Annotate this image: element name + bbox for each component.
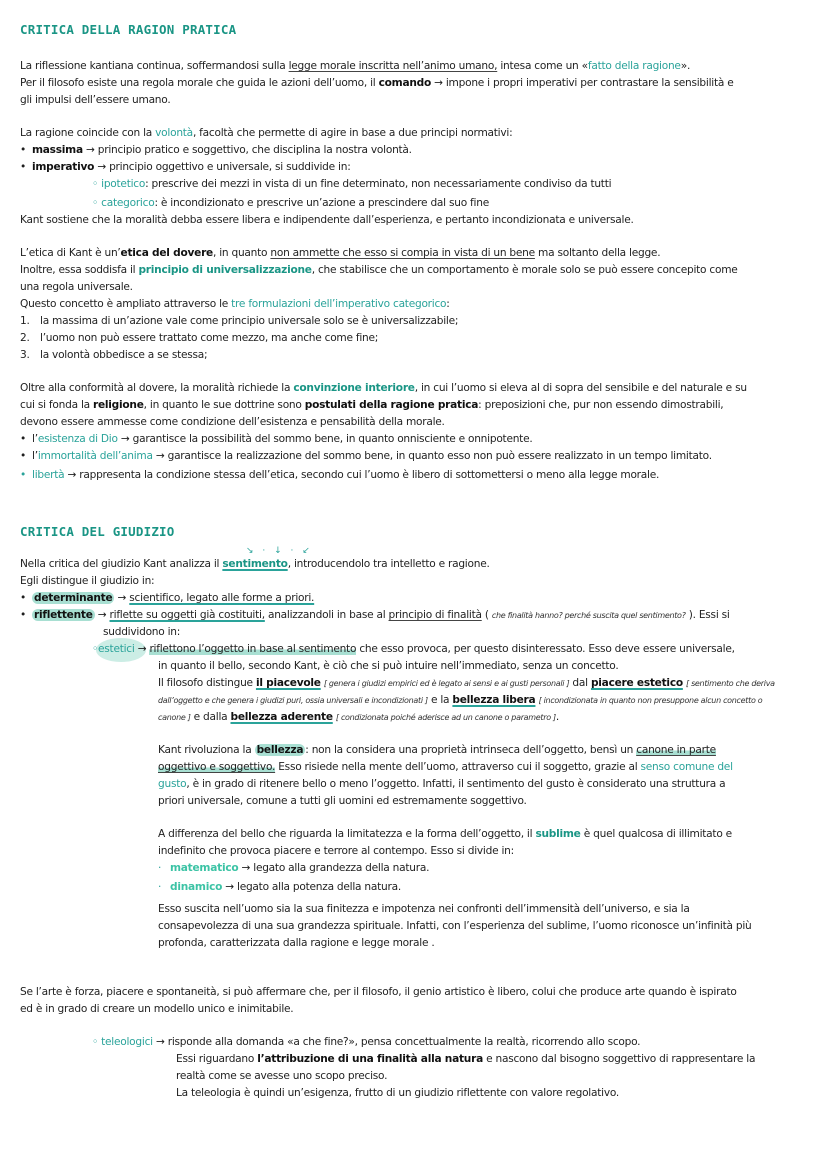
text: la volontà obbedisce a se stessa; (40, 349, 208, 361)
underlined-text: principio di finalità (388, 609, 482, 621)
highlight-term: esistenza di Dio (37, 433, 118, 445)
teleologici-line-1 (92, 1034, 640, 1051)
text: : prescrive dei mezzi in vista di un fine determinato, non necessariamente condiviso da tutti (145, 178, 612, 190)
estetici-line-5 (158, 709, 559, 726)
circle-bullet-icon: ◦ (92, 178, 102, 190)
text: , che stabilisce che un comportamento è morale solo se può essere concepito come (311, 264, 738, 276)
reason-line (20, 125, 512, 142)
text: : non la considera una proprietà intrinseca dell’oggetto, bensì un (305, 744, 637, 756)
text: è quel qualcosa di illimitato e (580, 828, 732, 840)
bold-term: etica del dovere (120, 247, 213, 259)
text: → impone i propri imperativi per contrastare la sensibilità e (431, 77, 734, 89)
bullet-icon: • (20, 609, 26, 621)
side-note: dall’oggetto e che genera i giudizi puri, ossia universali e incondizionati ] (158, 696, 428, 705)
bold-term: bellezza aderente (230, 711, 333, 723)
list-number: 1. (20, 315, 30, 327)
arrow: → (94, 609, 110, 621)
section-title-ragion-pratica: CRITICA DELLA RAGION PRATICA (20, 22, 237, 37)
text: l’ (32, 450, 38, 462)
bold-term: postulati della ragione pratica (304, 399, 479, 411)
text: → rappresenta la condizione stessa dell’etica, secondo cui l’uomo è libero di sottomettersi o meno alla legge morale. (64, 469, 660, 481)
beauty-line-4: priori universale, comune a tutti gli uomini ed estremamente soggettivo. (158, 795, 527, 807)
list-number: 2. (20, 332, 30, 344)
highlight-term: sublime (535, 828, 581, 840)
sublime-line-3: Esso suscita nell’uomo sia la sua finitezza e impotenza nei confronti dell’immensità dell’universo, e sia la (158, 903, 690, 915)
conviction-line-2 (20, 397, 723, 414)
text: Kant rivoluziona la (158, 744, 255, 756)
side-note: [ incondizionata in quanto non presuppone alcun concetto o (538, 696, 763, 705)
section-title-giudizio: CRITICA DEL GIUDIZIO (20, 524, 175, 539)
bold-term: religione (93, 399, 144, 411)
subitem-ipotetico (92, 176, 611, 193)
list-number: 3. (20, 349, 30, 361)
arrows-doodle-icon: ↘ · ↓ · ↙ (246, 546, 313, 556)
highlighted-term: riflettente (34, 609, 93, 621)
bullet-icon: • (20, 450, 26, 462)
sublime-type-matematico (158, 860, 429, 877)
teleologici-line-3: realtà come se avesse uno scopo preciso. (176, 1070, 388, 1082)
bold-term: piacere estetico (590, 677, 683, 689)
text: Questo concetto è ampliato attraverso le (20, 298, 232, 310)
conviction-line-1 (20, 380, 747, 397)
text: e nascono dal bisogno soggettivo di rappresentare la (482, 1053, 756, 1065)
text: Per il filosofo esiste una regola morale che guida le azioni dell’uomo, il (20, 77, 379, 89)
text: , in quanto le sue dottrine sono (143, 399, 305, 411)
text: A differenza del bello che riguarda la limitatezza e la forma dell’oggetto, il (158, 828, 536, 840)
text: Nella critica del giudizio Kant analizza il (20, 558, 223, 570)
text: ). Essi si (685, 609, 730, 621)
arrow: → (114, 592, 130, 604)
text: → principio pratico e soggettivo, che disciplina la nostra volontà. (82, 144, 412, 156)
subitem-categorico (92, 195, 489, 212)
text: che esso provoca, per questo disinteressato. Esso deve essere universale, (356, 643, 735, 655)
side-note: [ sentimento che deriva (686, 679, 775, 688)
ethics-line-2 (20, 262, 738, 279)
highlight-term: libertà (32, 469, 65, 481)
text: cui si fonda la (20, 399, 93, 411)
text: la massima di un’azione vale come principio universale solo se è universalizzabile; (40, 315, 459, 327)
teleologici-line-4: La teleologia è quindi un’esigenza, frutto di un giudizio riflettente con valore regolativo. (176, 1087, 620, 1099)
circle-bullet-icon: ◦ (92, 643, 98, 655)
text: risponde alla domanda «a che fine?», pensa concettualmente la realtà, ricorrendo allo scopo. (167, 1036, 641, 1048)
beauty-line-2 (158, 759, 733, 776)
estetici-line-2: in quanto il bello, secondo Kant, è ciò che si può intuire nell’immediato, senza un concetto. (158, 660, 619, 672)
giudizio-intro-1 (20, 556, 490, 573)
highlight-term: volontà (155, 127, 193, 139)
text: La riflessione kantiana continua, soffermandosi sulla (20, 60, 289, 72)
beauty-line-1 (158, 742, 716, 759)
estetici-line-3 (158, 675, 775, 692)
text: → garantisce la possibilità del sommo bene, in quanto onnisciente e onnipotente. (117, 433, 533, 445)
arrow: → (152, 1036, 168, 1048)
underlined-text: scientifico, legato alle forme a priori. (129, 592, 315, 604)
bullet-icon: • (20, 592, 26, 604)
bold-term: comando (378, 77, 431, 89)
sublime-line-1 (158, 826, 732, 843)
bold-term: il piacevole (255, 677, 321, 689)
list-item-imperativo (20, 159, 351, 176)
sublime-type-dinamico (158, 879, 401, 896)
bullet-icon: • (20, 469, 26, 481)
bullet-icon: · (158, 862, 162, 874)
intro-line-1 (20, 58, 690, 75)
sublime-line-2: indefinito che provoca piacere e terrore al contempo. Esso si divide in: (158, 845, 514, 857)
side-note: che finalità hanno? perché suscita quel sentimento? (491, 611, 686, 620)
formulation-2 (20, 330, 378, 347)
bold-term: massima (32, 144, 83, 156)
text: L’etica di Kant è un’ (20, 247, 121, 259)
circle-bullet-icon: ◦ (92, 197, 102, 209)
text: , è in grado di ritenere bello o meno l’oggetto. Infatti, il sentimento del gusto è considerato una struttura a (186, 778, 726, 790)
text: analizzandoli in base al (264, 609, 389, 621)
highlight-term: senso comune del (640, 761, 733, 773)
highlight-term: sentimento (222, 558, 288, 570)
text: → legato alla grandezza della natura. (238, 862, 430, 874)
teleologici-line-2 (176, 1051, 755, 1068)
highlighted-text: oggettivo e soggettivo. (158, 761, 276, 773)
text: → garantisce la realizzazione del sommo bene, in quanto esso non può essere realizzato in un tempo limitato. (152, 450, 712, 462)
text: : preposizioni che, pur non essendo dimostrabili, (478, 399, 724, 411)
highlight-term: teleologici (101, 1036, 153, 1048)
text: → principio oggettivo e universale, si suddivide in: (94, 161, 351, 173)
text: l’uomo non può essere trattato come mezzo, ma anche come fine; (40, 332, 379, 344)
highlighted-text: canone in parte (636, 744, 716, 756)
text: , in cui l’uomo si eleva al di sopra del sensibile e del naturale e su (414, 382, 747, 394)
bullet-icon: • (20, 161, 26, 173)
text: ». (680, 60, 691, 72)
conviction-line-3: devono essere ammesse come condizione dell’esistenza e pensabilità della morale. (20, 416, 445, 428)
side-note: [ condizionata poiché aderisce ad un canone o parametro ] (335, 713, 556, 722)
bold-term: bellezza libera (452, 694, 536, 706)
bullet-icon: • (20, 144, 26, 156)
text: e dalla (190, 711, 231, 723)
side-note: canone ] (158, 713, 191, 722)
text: intesa come un « (497, 60, 588, 72)
text: l’ (32, 433, 38, 445)
intro-line-3: gli impulsi dell’essere umano. (20, 94, 171, 106)
highlight-term: estetici (98, 643, 135, 655)
highlight-term: immortalità dell’anima (37, 450, 153, 462)
sublime-line-4: consapevolezza di una sua grandezza spirituale. Infatti, con l’esperienza del sublime, l’uomo riconosce un’infinità più (158, 920, 752, 932)
bold-term: l’attribuzione di una finalità alla natura (257, 1053, 483, 1065)
text: , introducendolo tra intelletto e ragione. (287, 558, 490, 570)
bold-term: imperativo (32, 161, 95, 173)
text: dal (569, 677, 591, 689)
circle-bullet-icon: ◦ (92, 1036, 102, 1048)
highlight-term: principio di universalizzazione (138, 264, 312, 276)
text: , facoltà che permette di agire in base a due principi normativi: (192, 127, 513, 139)
intro-line-2 (20, 75, 734, 92)
highlighted-text: riflettono l’oggetto in base al sentimento (149, 643, 357, 655)
highlighted-term: determinante (34, 592, 113, 604)
beauty-line-3 (158, 776, 725, 793)
giudizio-intro-2: Egli distingue il giudizio in: (20, 575, 155, 587)
text: . (555, 711, 560, 723)
text: : (446, 298, 450, 310)
ethics-line-4 (20, 296, 450, 313)
art-line-2: ed è in grado di creare un modello unico e inimitabile. (20, 1003, 294, 1015)
text: : è incondizionato e prescrive un’azione a prescindere dal suo fine (154, 197, 489, 209)
underlined-text: non ammette che esso si compia in vista di un bene (270, 247, 535, 259)
postulate-god (20, 431, 532, 448)
text: La ragione coincide con la (20, 127, 156, 139)
side-note: [ genera i giudizi empirici ed è legato ai sensi e ai gusti personali ] (323, 679, 570, 688)
list-item-determinante (20, 590, 314, 607)
highlight-term: categorico (101, 197, 155, 209)
highlight-term: ipotetico (101, 178, 146, 190)
sublime-line-5: profonda, caratterizzata dalla ragione e legge morale . (158, 937, 435, 949)
formulation-3 (20, 347, 207, 364)
highlighted-term: bellezza (256, 744, 304, 756)
art-line-1: Se l’arte è forza, piacere e spontaneità, si può affermare che, per il filosofo, il genio artistico è libero, colui che produce arte quando è ispirato (20, 986, 737, 998)
arrow: → (134, 643, 150, 655)
estetici-line-4 (158, 692, 762, 709)
bullet-icon: · (158, 881, 162, 893)
riflettente-line-2: suddividono in: (103, 626, 181, 638)
highlight-term: matematico (170, 862, 239, 874)
postulate-freedom (20, 467, 659, 484)
bullet-icon: • (20, 433, 26, 445)
highlight-term: tre formulazioni dell’imperativo categorico (231, 298, 447, 310)
text: ma soltanto della legge. (534, 247, 661, 259)
text: → legato alla potenza della natura. (222, 881, 401, 893)
highlight-term: convinzione interiore (293, 382, 415, 394)
estetici-line-1 (92, 641, 735, 658)
text: , in quanto (212, 247, 271, 259)
formulation-1 (20, 313, 458, 330)
text: e la (427, 694, 453, 706)
text: Oltre alla conformità al dovere, la moralità richiede la (20, 382, 294, 394)
text: Essi riguardano (176, 1053, 258, 1065)
highlight-term: fatto della ragione (587, 60, 681, 72)
reason-closing: Kant sostiene che la moralità debba essere libera e indipendente dall’esperienza, e pertanto incondizionata e universale. (20, 214, 634, 226)
ethics-line-1 (20, 245, 660, 262)
list-item-massima (20, 142, 412, 159)
highlight-term: gusto (158, 778, 187, 790)
underlined-text: legge morale inscritta nell’animo umano, (288, 60, 498, 72)
highlight-term: dinamico (170, 881, 223, 893)
text: Esso risiede nella mente dell’uomo, attraverso cui il soggetto, grazie al (275, 761, 641, 773)
underlined-text: riflette su oggetti già costituiti, (109, 609, 265, 621)
list-item-riflettente (20, 607, 730, 624)
ethics-line-3: una regola universale. (20, 281, 133, 293)
text: Inoltre, essa soddisfa il (20, 264, 139, 276)
text: Il filosofo distingue (158, 677, 256, 689)
text: ( (481, 609, 492, 621)
postulate-soul (20, 448, 712, 465)
